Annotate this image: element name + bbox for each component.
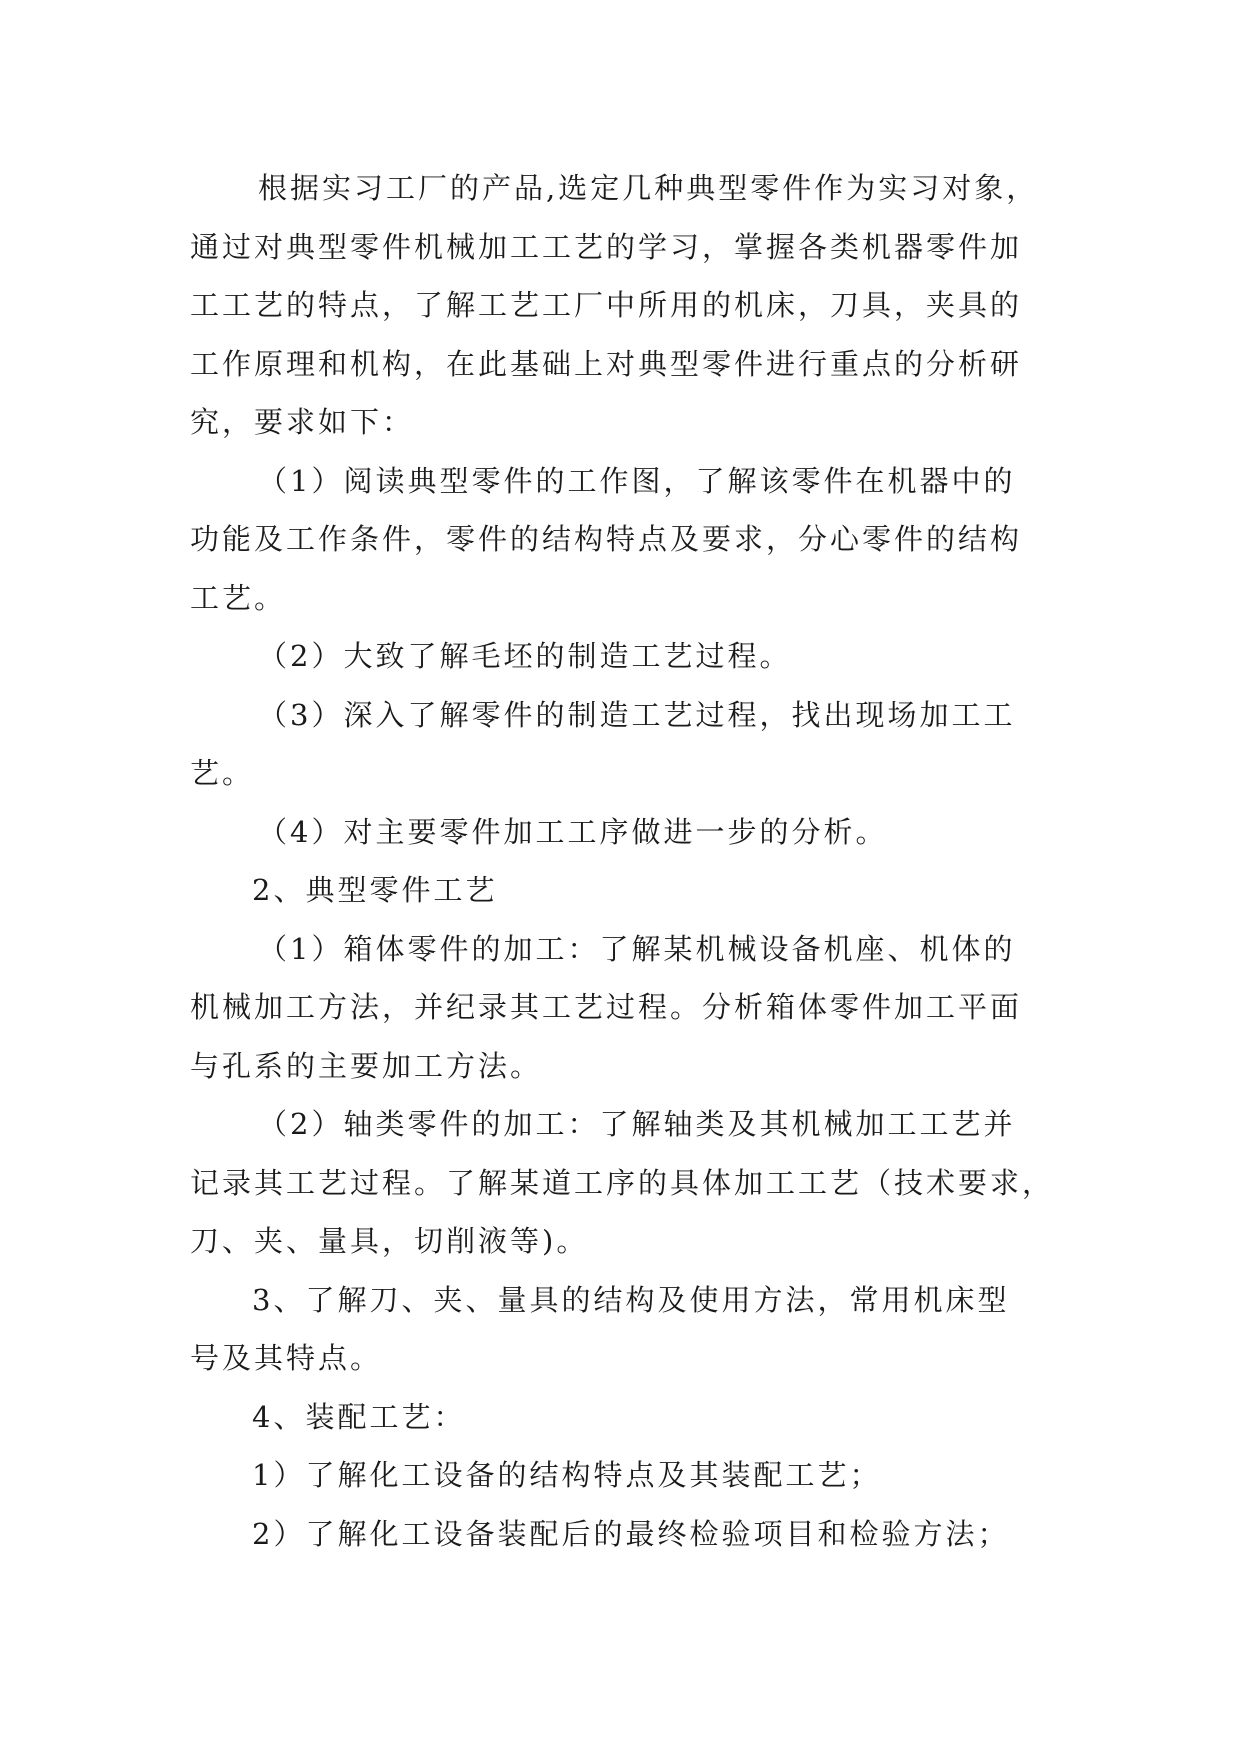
section-heading: 2、典型零件工艺 [252,873,498,907]
text-line: （2）轴类零件的加工：了解轴类及其机械加工工艺并 [258,1107,1016,1141]
text-line: （3）深入了解零件的制造工艺过程，找出现场加工工 [258,697,1016,732]
paragraph-intro [190,159,1095,452]
paragraph-item-2 [190,627,1095,686]
text-line: 工工艺的特点，了解工艺工厂中所用的机床，刀具，夹具的 [190,288,1023,322]
section-heading-4 [190,1388,1095,1447]
text-line: 机械加工方法，并纪录其工艺过程。分析箱体零件加工平面 [190,990,1023,1024]
text-line: 记录其工艺过程。了解某道工序的具体加工工艺（技术要求， [190,1165,1055,1200]
text-line: 根据实习工厂的产品,选定几种典型零件作为实习对象， [258,171,1039,205]
paragraph-section-3 [190,1271,1095,1388]
paragraph-assembly-1 [190,1446,1095,1505]
document-body [190,159,1095,1563]
paragraph-shaft-parts [190,1095,1095,1271]
paragraph-assembly-2 [190,1505,1095,1564]
paragraph-item-3 [190,686,1095,803]
text-line: 3、了解刀、夹、量具的结构及使用方法，常用机床型 [252,1282,1010,1317]
text-line: 1）了解化工设备的结构特点及其装配工艺； [252,1458,882,1492]
text-line: 通过对典型零件机械加工工艺的学习，掌握各类机器零件加 [190,229,1023,264]
text-line: 2）了解化工设备装配后的最终检验项目和检验方法； [252,1516,1010,1551]
text-line: 工艺。 [190,580,287,615]
text-line: 功能及工作条件，零件的结构特点及要求，分心零件的结构 [190,522,1023,556]
section-heading: 4、装配工艺： [252,1399,466,1434]
section-heading-2 [190,861,1095,920]
text-line: 究，要求如下： [190,405,415,439]
paragraph-box-parts [190,920,1095,1096]
text-line: 号及其特点。 [190,1341,383,1375]
text-line: （2）大致了解毛坯的制造工艺过程。 [258,639,792,673]
text-line: （1）阅读典型零件的工作图，了解该零件在机器中的 [258,463,1016,498]
text-line: 刀、夹、量具，切削液等)。 [190,1224,589,1258]
text-line: 与孔系的主要加工方法。 [190,1048,543,1083]
text-line: （4）对主要零件加工工序做进一步的分析。 [258,814,888,849]
text-line: 艺。 [190,756,255,790]
text-line: （1）箱体零件的加工：了解某机械设备机座、机体的 [258,931,1016,966]
text-line: 工作原理和机构，在此基础上对典型零件进行重点的分析研 [190,346,1023,381]
paragraph-item-1 [190,452,1095,628]
paragraph-item-4 [190,803,1095,862]
